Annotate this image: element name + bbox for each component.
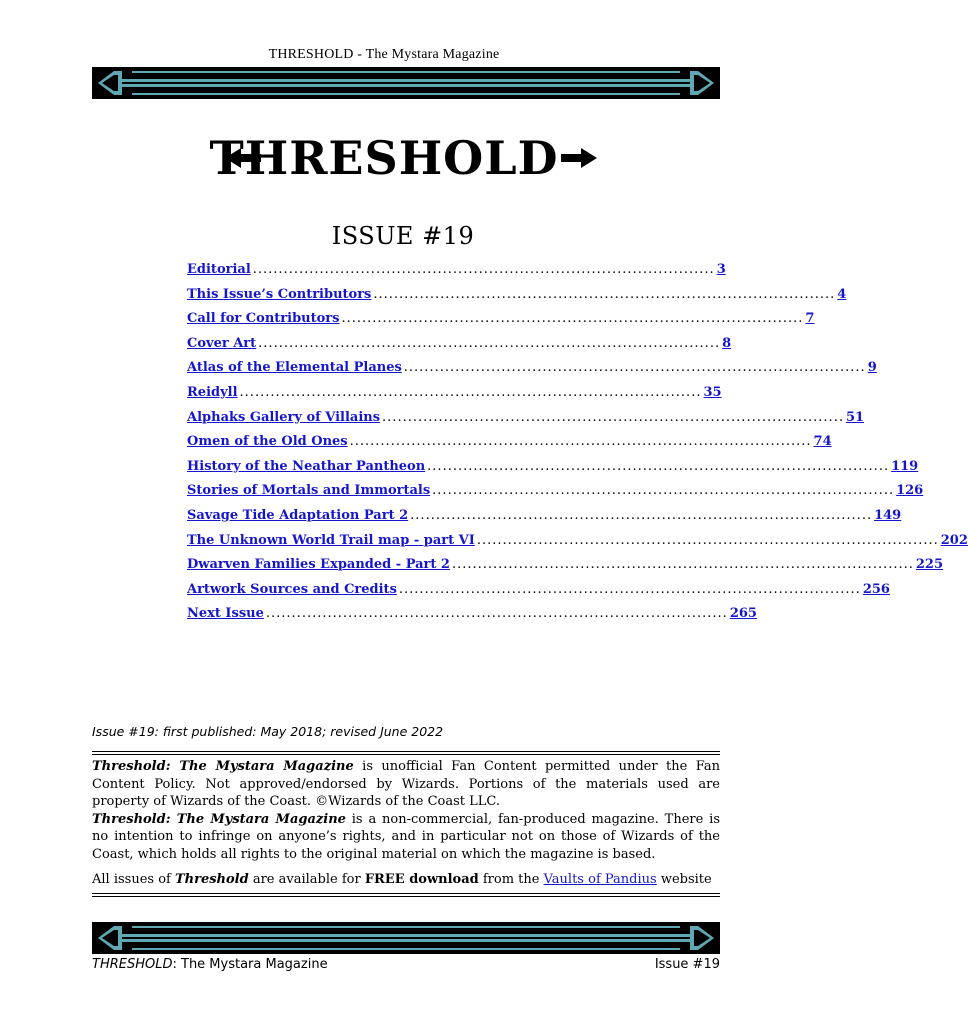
toc-link[interactable]: Stories of Mortals and Immortals — [187, 483, 431, 499]
toc-link[interactable]: Alphaks Gallery of Villains — [187, 409, 381, 425]
toc-link[interactable]: Savage Tide Adaptation Part 2 — [187, 507, 409, 523]
toc-page-link[interactable]: 149 — [874, 507, 902, 523]
toc-leader: .......................................................................................... — [451, 557, 914, 573]
toc-entry — [187, 409, 865, 435]
toc-link[interactable]: History of the Neathar Pantheon — [187, 458, 426, 474]
running-header: THRESHOLD - The Mystara Magazine — [268, 47, 500, 62]
legal-text: is unofficial Fan Content permitted under the Fan Content Policy. Not approved/endorsed by Wizards. Portions of the materials used are property of Wizards of the Coast. ©Wizards of the Coast LLC. — [92, 759, 720, 809]
free-download-label: FREE download — [364, 872, 479, 887]
toc-leader: .......................................................................................... — [252, 262, 715, 277]
magazine-name: Threshold — [174, 872, 249, 887]
toc-leader: .......................................................................................... — [265, 606, 728, 622]
toc-entry — [187, 557, 944, 582]
toc-page-link[interactable]: 126 — [896, 483, 924, 499]
magazine-name: Threshold: The Mystara Magazine — [92, 811, 346, 827]
legal-text: is a non-commercial, fan-produced magazine. There is no intention to infringe on anyone’s rights, and in particular not on those of Wizards of the Coast, which holds all rights to the original material on which the magazine is based. — [92, 811, 720, 862]
toc-link[interactable]: Next Issue — [187, 606, 264, 622]
toc-leader: .......................................................................................... — [382, 409, 844, 425]
toc-page-link[interactable]: 225 — [915, 557, 944, 573]
toc-link[interactable]: Artwork Sources and Credits — [187, 581, 397, 597]
divider — [92, 893, 720, 897]
toc-entry — [187, 458, 919, 484]
toc-leader: .......................................................................................... — [373, 286, 836, 302]
toc-link[interactable]: Call for Contributors — [187, 311, 340, 327]
toc-entry — [187, 581, 890, 607]
toc-entry — [187, 483, 924, 508]
download-text: All issues of — [92, 872, 175, 887]
issue-title: ISSUE #19 — [331, 222, 475, 250]
toc-page-link[interactable]: 3 — [716, 262, 726, 277]
toc-link[interactable]: Reidyll — [187, 384, 238, 400]
toc-page-link[interactable]: 9 — [867, 360, 877, 376]
toc-leader: .......................................................................................... — [398, 581, 861, 597]
download-text: are available for — [248, 872, 365, 887]
vaults-of-pandius-link[interactable]: Vaults of Pandius — [543, 872, 657, 887]
toc-page-link[interactable]: 8 — [722, 335, 732, 351]
toc-page-link[interactable]: 7 — [805, 311, 815, 327]
legal-paragraph — [92, 758, 720, 811]
footer-title — [92, 957, 328, 972]
table-of-contents — [187, 262, 968, 631]
toc-entry — [187, 606, 757, 631]
toc-entry — [187, 262, 726, 287]
toc-leader: .......................................................................................... — [427, 458, 890, 474]
toc-entry — [187, 507, 902, 533]
toc-entry — [187, 311, 815, 336]
legal-paragraph — [92, 811, 720, 864]
toc-entry — [187, 335, 732, 361]
bottom-decorative-banner — [92, 922, 720, 954]
toc-link[interactable]: The Unknown World Trail map - part VI — [187, 532, 475, 548]
footer-magazine-name: THRESHOLD — [92, 957, 173, 972]
divider — [92, 751, 720, 755]
toc-page-link[interactable]: 119 — [891, 458, 919, 474]
toc-page-link[interactable]: 265 — [729, 606, 757, 622]
toc-page-link[interactable]: 202 — [940, 532, 968, 548]
footer-subtitle: : The Mystara Magazine — [172, 957, 328, 972]
toc-page-link[interactable]: 256 — [862, 581, 890, 597]
toc-entry — [187, 532, 968, 558]
toc-leader: .......................................................................................... — [476, 532, 939, 548]
toc-link[interactable]: Editorial — [187, 262, 251, 277]
top-decorative-banner — [92, 67, 720, 99]
toc-leader: .......................................................................................... — [410, 507, 873, 523]
legal-notice — [92, 758, 720, 863]
toc-entry — [187, 360, 877, 385]
toc-leader: .......................................................................................... — [432, 483, 895, 499]
toc-link[interactable]: Atlas of the Elemental Planes — [187, 360, 402, 376]
toc-link[interactable]: This Issue’s Contributors — [187, 286, 372, 302]
toc-leader: .......................................................................................... — [239, 384, 702, 400]
toc-leader: .......................................................................................... — [403, 360, 866, 376]
toc-entry — [187, 434, 832, 459]
toc-link[interactable]: Omen of the Old Ones — [187, 434, 348, 450]
toc-page-link[interactable]: 51 — [845, 409, 865, 425]
publication-info: Issue #19: first published: May 2018; revised June 2022 — [92, 724, 444, 739]
threshold-logo: THRESHOLD — [209, 131, 559, 185]
toc-leader: .......................................................................................... — [258, 335, 721, 351]
toc-entry — [187, 384, 722, 410]
footer-issue-number: Issue #19 — [654, 957, 720, 972]
toc-link[interactable]: Dwarven Families Expanded - Part 2 — [187, 557, 450, 573]
download-text: website — [656, 872, 712, 887]
toc-link[interactable]: Cover Art — [187, 335, 257, 351]
toc-page-link[interactable]: 35 — [703, 384, 722, 400]
magazine-name: Threshold: The Mystara Magazine — [92, 759, 354, 774]
toc-leader: .......................................................................................... — [349, 434, 812, 450]
toc-page-link[interactable]: 74 — [813, 434, 832, 450]
toc-leader: .......................................................................................... — [341, 311, 804, 327]
toc-entry — [187, 286, 847, 312]
download-notice — [92, 872, 720, 887]
toc-page-link[interactable]: 4 — [837, 286, 847, 302]
download-text: from the — [478, 872, 544, 887]
